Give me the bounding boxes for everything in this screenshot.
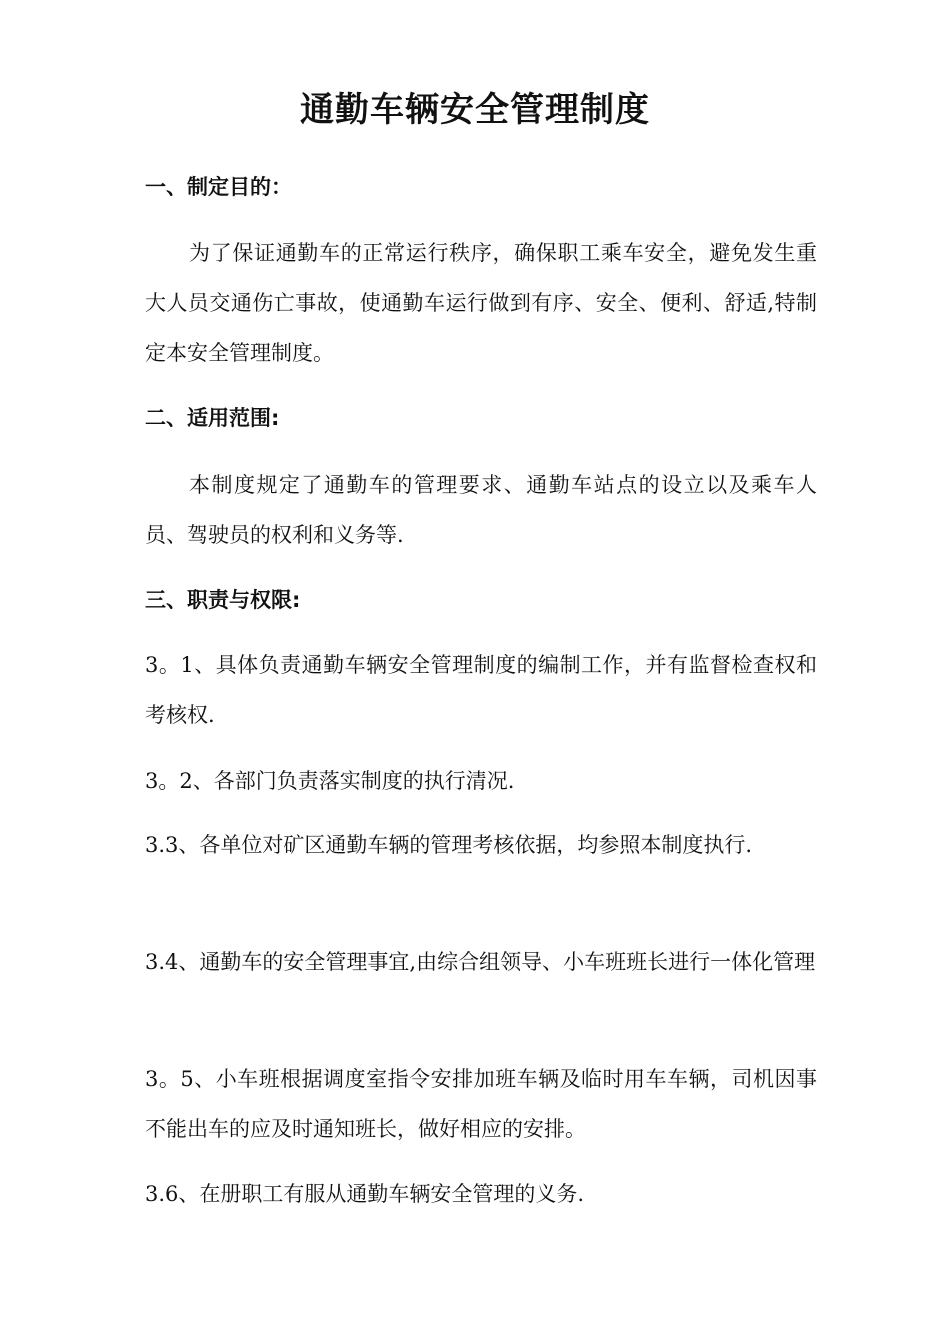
- clause-3-6: 3.6、在册职工有服从通勤车辆安全管理的义务.: [145, 1182, 585, 1206]
- clause-3-2: 3。2、各部门负责落实制度的执行清况.: [145, 769, 515, 793]
- section-heading-responsibilities: 三、职责与权限:: [145, 588, 301, 612]
- section-heading-scope: 二、适用范围:: [145, 406, 280, 430]
- section-heading-purpose: 一、制定目的：: [145, 175, 292, 199]
- document-title: 通勤车辆安全管理制度: [300, 90, 650, 130]
- paragraph-scope: 本制度规定了通勤车的管理要求、通勤车站点的设立以及乘车人员、驾驶员的权利和义务等.: [145, 473, 817, 547]
- clause-3-3: 3.3、各单位对矿区通勤车辆的管理考核依据，均参照本制度执行.: [145, 833, 753, 857]
- clause-3-5: 3。5、小车班根据调度室指令安排加班车辆及临时用车车辆，司机因事不能出车的应及时通知班长，做好相应的安排。: [145, 1067, 817, 1141]
- clause-3-1: 3。1、具体负责通勤车辆安全管理制度的编制工作，并有监督检查权和考核权.: [145, 653, 817, 727]
- paragraph-purpose: 为了保证通勤车的正常运行秩序，确保职工乘车安全，避免发生重大人员交通伤亡事故，使通勤车运行做到有序、安全、便利、舒适,特制定本安全管理制度。: [145, 241, 817, 365]
- clause-3-4: 3.4、通勤车的安全管理事宜,由综合组领导、小车班班长进行一体化管理: [145, 950, 816, 974]
